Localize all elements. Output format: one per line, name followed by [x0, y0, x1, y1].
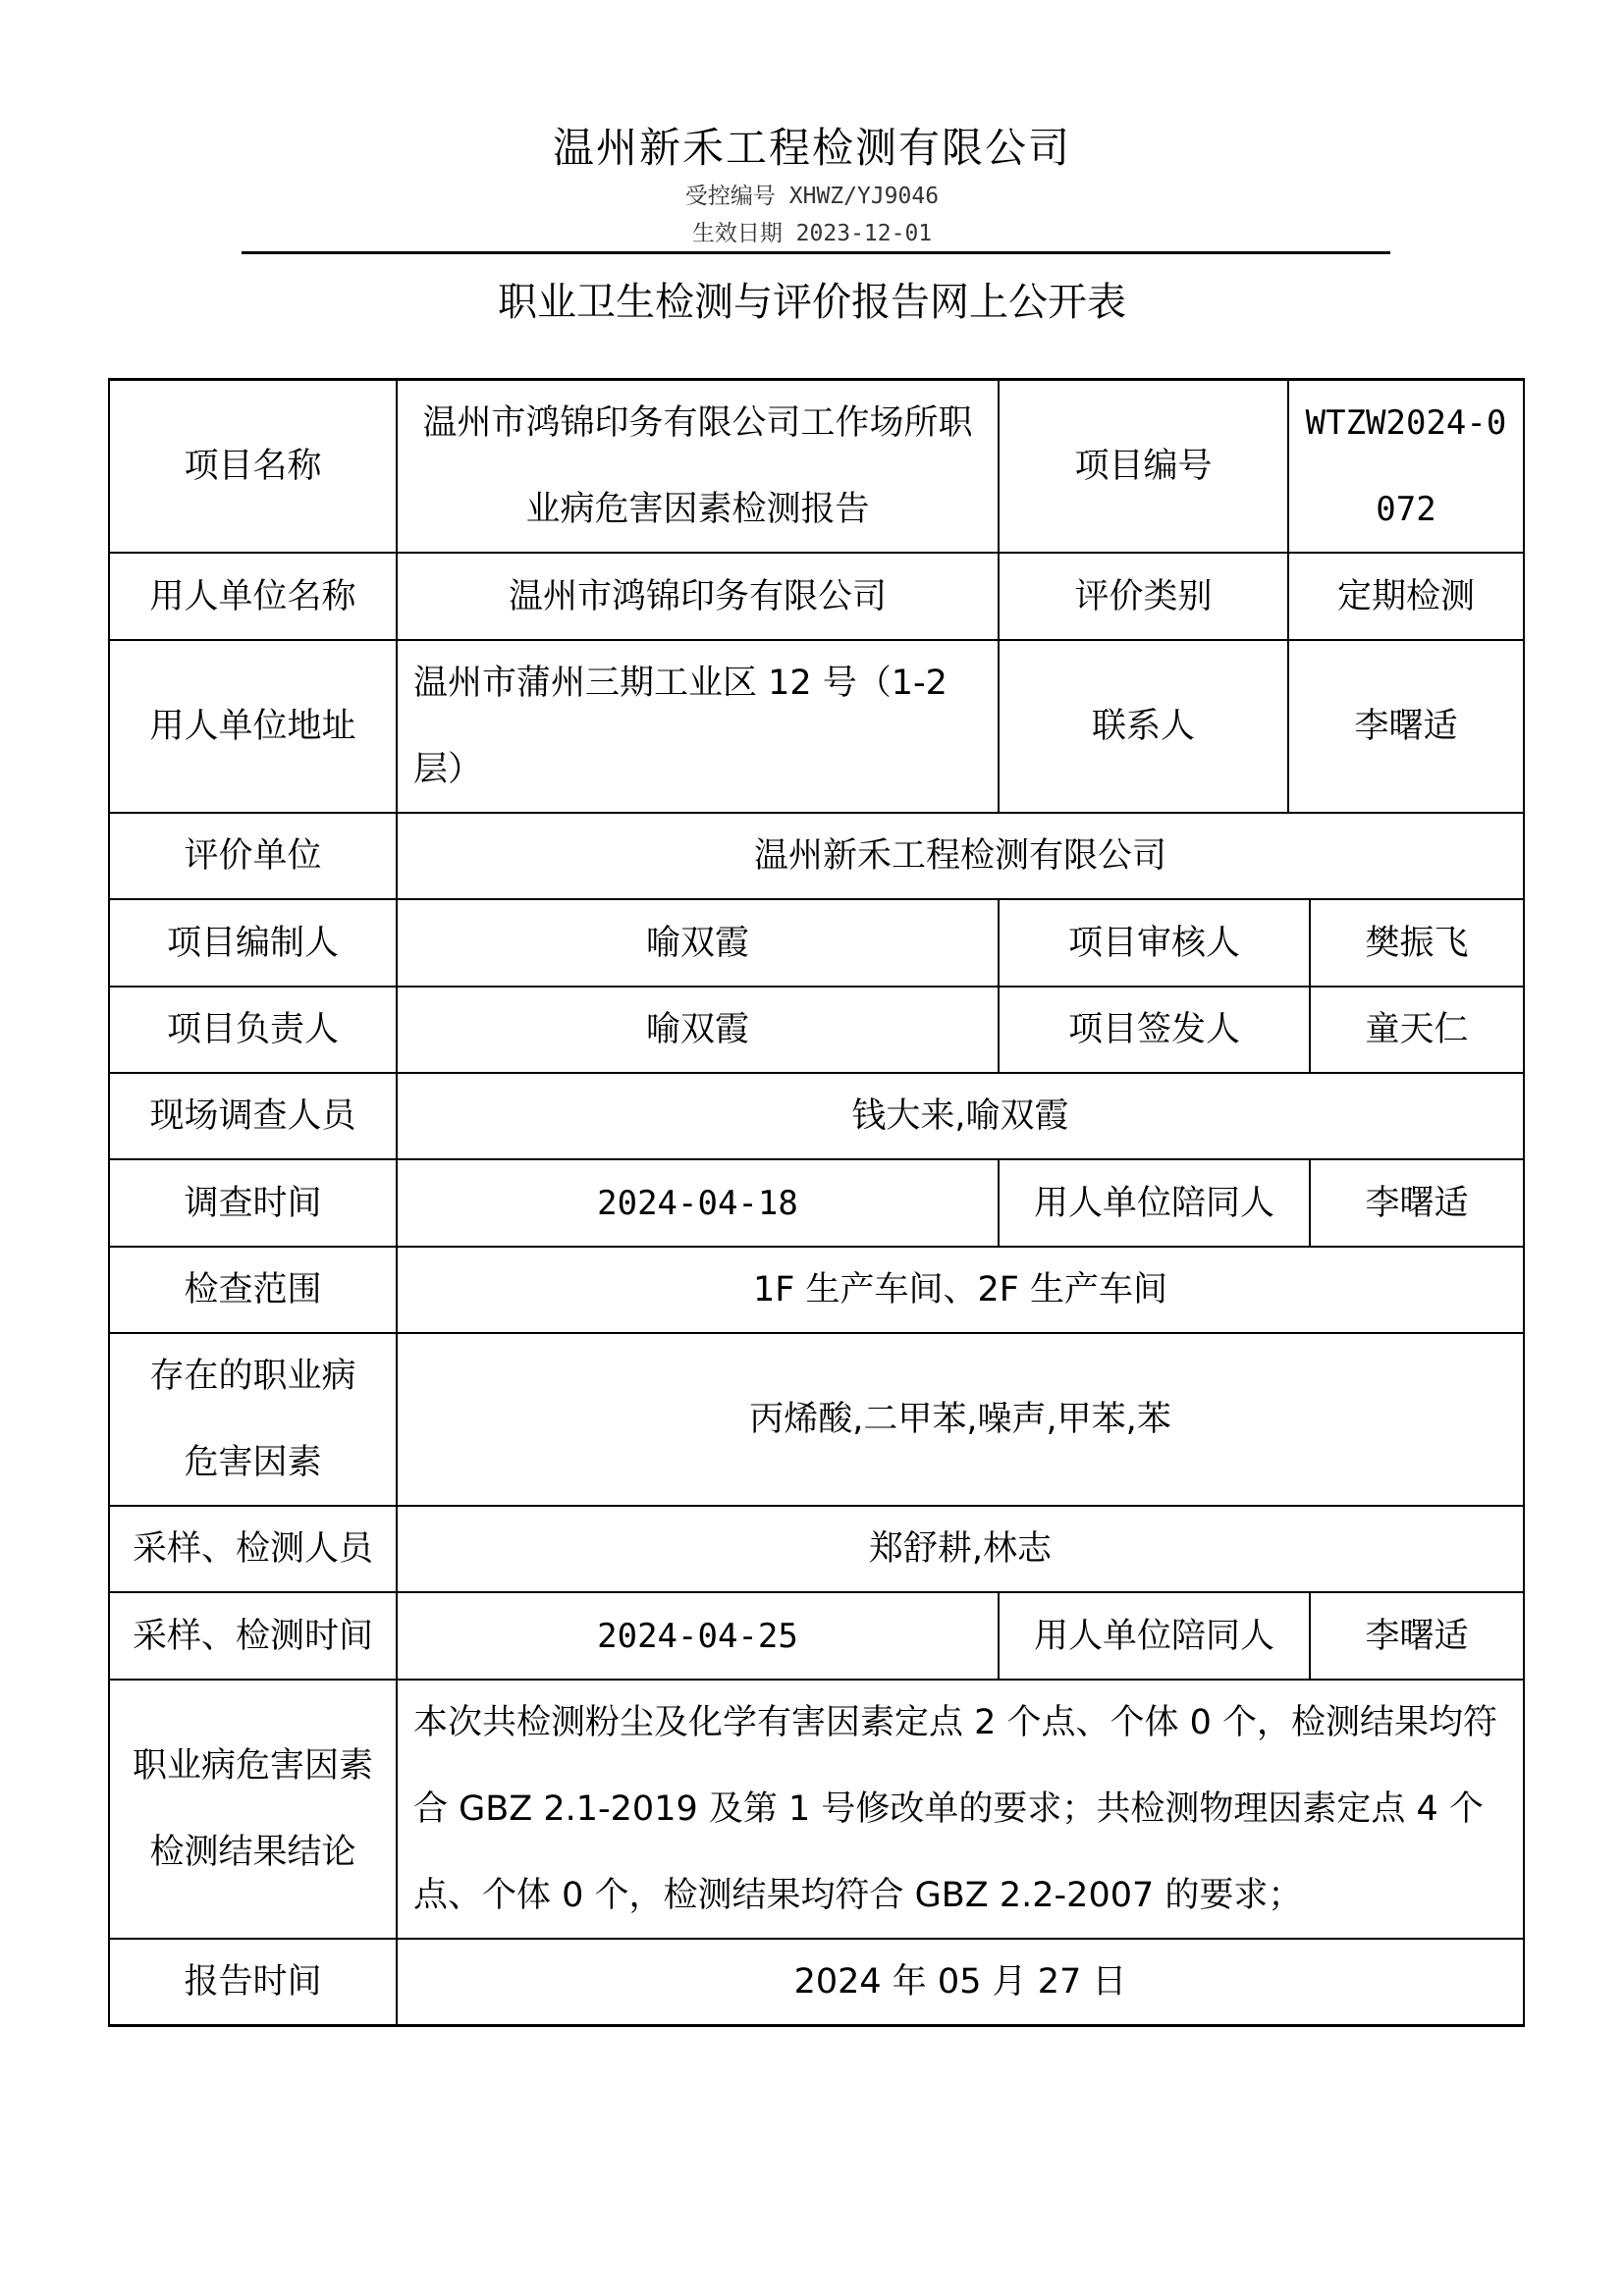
issuer-value: 童天仁 [1365, 1010, 1469, 1049]
project-name-value: 温州市鸿锦印务有限公司工作场所职业病危害因素检测报告 [422, 402, 973, 529]
survey-time-value: 2024-04-18 [597, 1183, 798, 1223]
sample-time-value: 2024-04-25 [597, 1616, 798, 1656]
eval-type-label: 评价类别 [1074, 576, 1213, 616]
project-name-label: 项目名称 [184, 446, 322, 486]
eval-type-value: 定期检测 [1336, 576, 1475, 616]
hazards-value: 丙烯酸,二甲苯,噪声,甲苯,苯 [749, 1400, 1171, 1439]
sample-time-label: 采样、检测时间 [132, 1616, 373, 1656]
compiler-label: 项目编制人 [166, 923, 339, 963]
issuer-label: 项目签发人 [1067, 1010, 1240, 1049]
report-time-label: 报告时间 [184, 1962, 322, 2002]
eval-unit-value: 温州新禾工程检测有限公司 [753, 836, 1166, 876]
address-label: 用人单位地址 [149, 707, 356, 746]
employer-label: 用人单位名称 [149, 576, 356, 616]
document-title: 职业卫生检测与评价报告网上公开表 [498, 280, 1126, 325]
eval-unit-label: 评价单位 [184, 836, 322, 876]
address-value: 温州市蒲州三期工业区 12 号（1-2层） [413, 664, 947, 789]
leader-label: 项目负责人 [166, 1010, 339, 1049]
company-name: 温州新禾工程检测有限公司 [552, 124, 1071, 172]
hazards-label: 存在的职业病危害因素 [149, 1357, 356, 1482]
conclusion-value: 本次共检测粉尘及化学有害因素定点 2 个点、个体 0 个，检测结果均符合 GBZ 2.1-2019 及第 1 号修改单的要求；共检测物理因素定点 4 个点、个体 0 个，检测结果均符合 GBZ 2.2-2007 的要求； [413, 1703, 1498, 1915]
table-border-right [1523, 378, 1525, 2024]
surveyors-value: 钱大来,喻双霞 [851, 1096, 1069, 1136]
compiler-value: 喻双霞 [645, 923, 749, 963]
escort2-value: 李曙适 [1365, 1616, 1469, 1656]
contact-label: 联系人 [1091, 707, 1195, 746]
control-number: 受控编号 XHWZ/YJ9046 [684, 184, 940, 209]
samplers-label: 采样、检测人员 [132, 1529, 373, 1569]
scope-value: 1F 生产车间、2F 生产车间 [752, 1270, 1168, 1309]
report-time-value: 2024 年 05 月 27 日 [793, 1962, 1127, 2002]
escort-label: 用人单位陪同人 [1033, 1183, 1274, 1223]
employer-value: 温州市鸿锦印务有限公司 [508, 576, 887, 616]
survey-time-label: 调查时间 [184, 1183, 322, 1223]
contact-value: 李曙适 [1354, 707, 1458, 746]
surveyors-label: 现场调查人员 [149, 1096, 356, 1136]
reviewer-label: 项目审核人 [1067, 923, 1240, 963]
escort-value: 李曙适 [1365, 1183, 1469, 1223]
project-no-value: WTZW2024-0072 [1305, 402, 1507, 529]
project-no-label: 项目编号 [1074, 446, 1213, 486]
scope-label: 检查范围 [184, 1270, 322, 1309]
leader-value: 喻双霞 [645, 1010, 749, 1049]
samplers-value: 郑舒耕,林志 [868, 1529, 1053, 1569]
effective-date: 生效日期 2023-12-01 [691, 221, 933, 246]
conclusion-label: 职业病危害因素检测结果结论 [132, 1746, 373, 1872]
reviewer-value: 樊振飞 [1365, 923, 1469, 963]
escort2-label: 用人单位陪同人 [1033, 1616, 1274, 1656]
